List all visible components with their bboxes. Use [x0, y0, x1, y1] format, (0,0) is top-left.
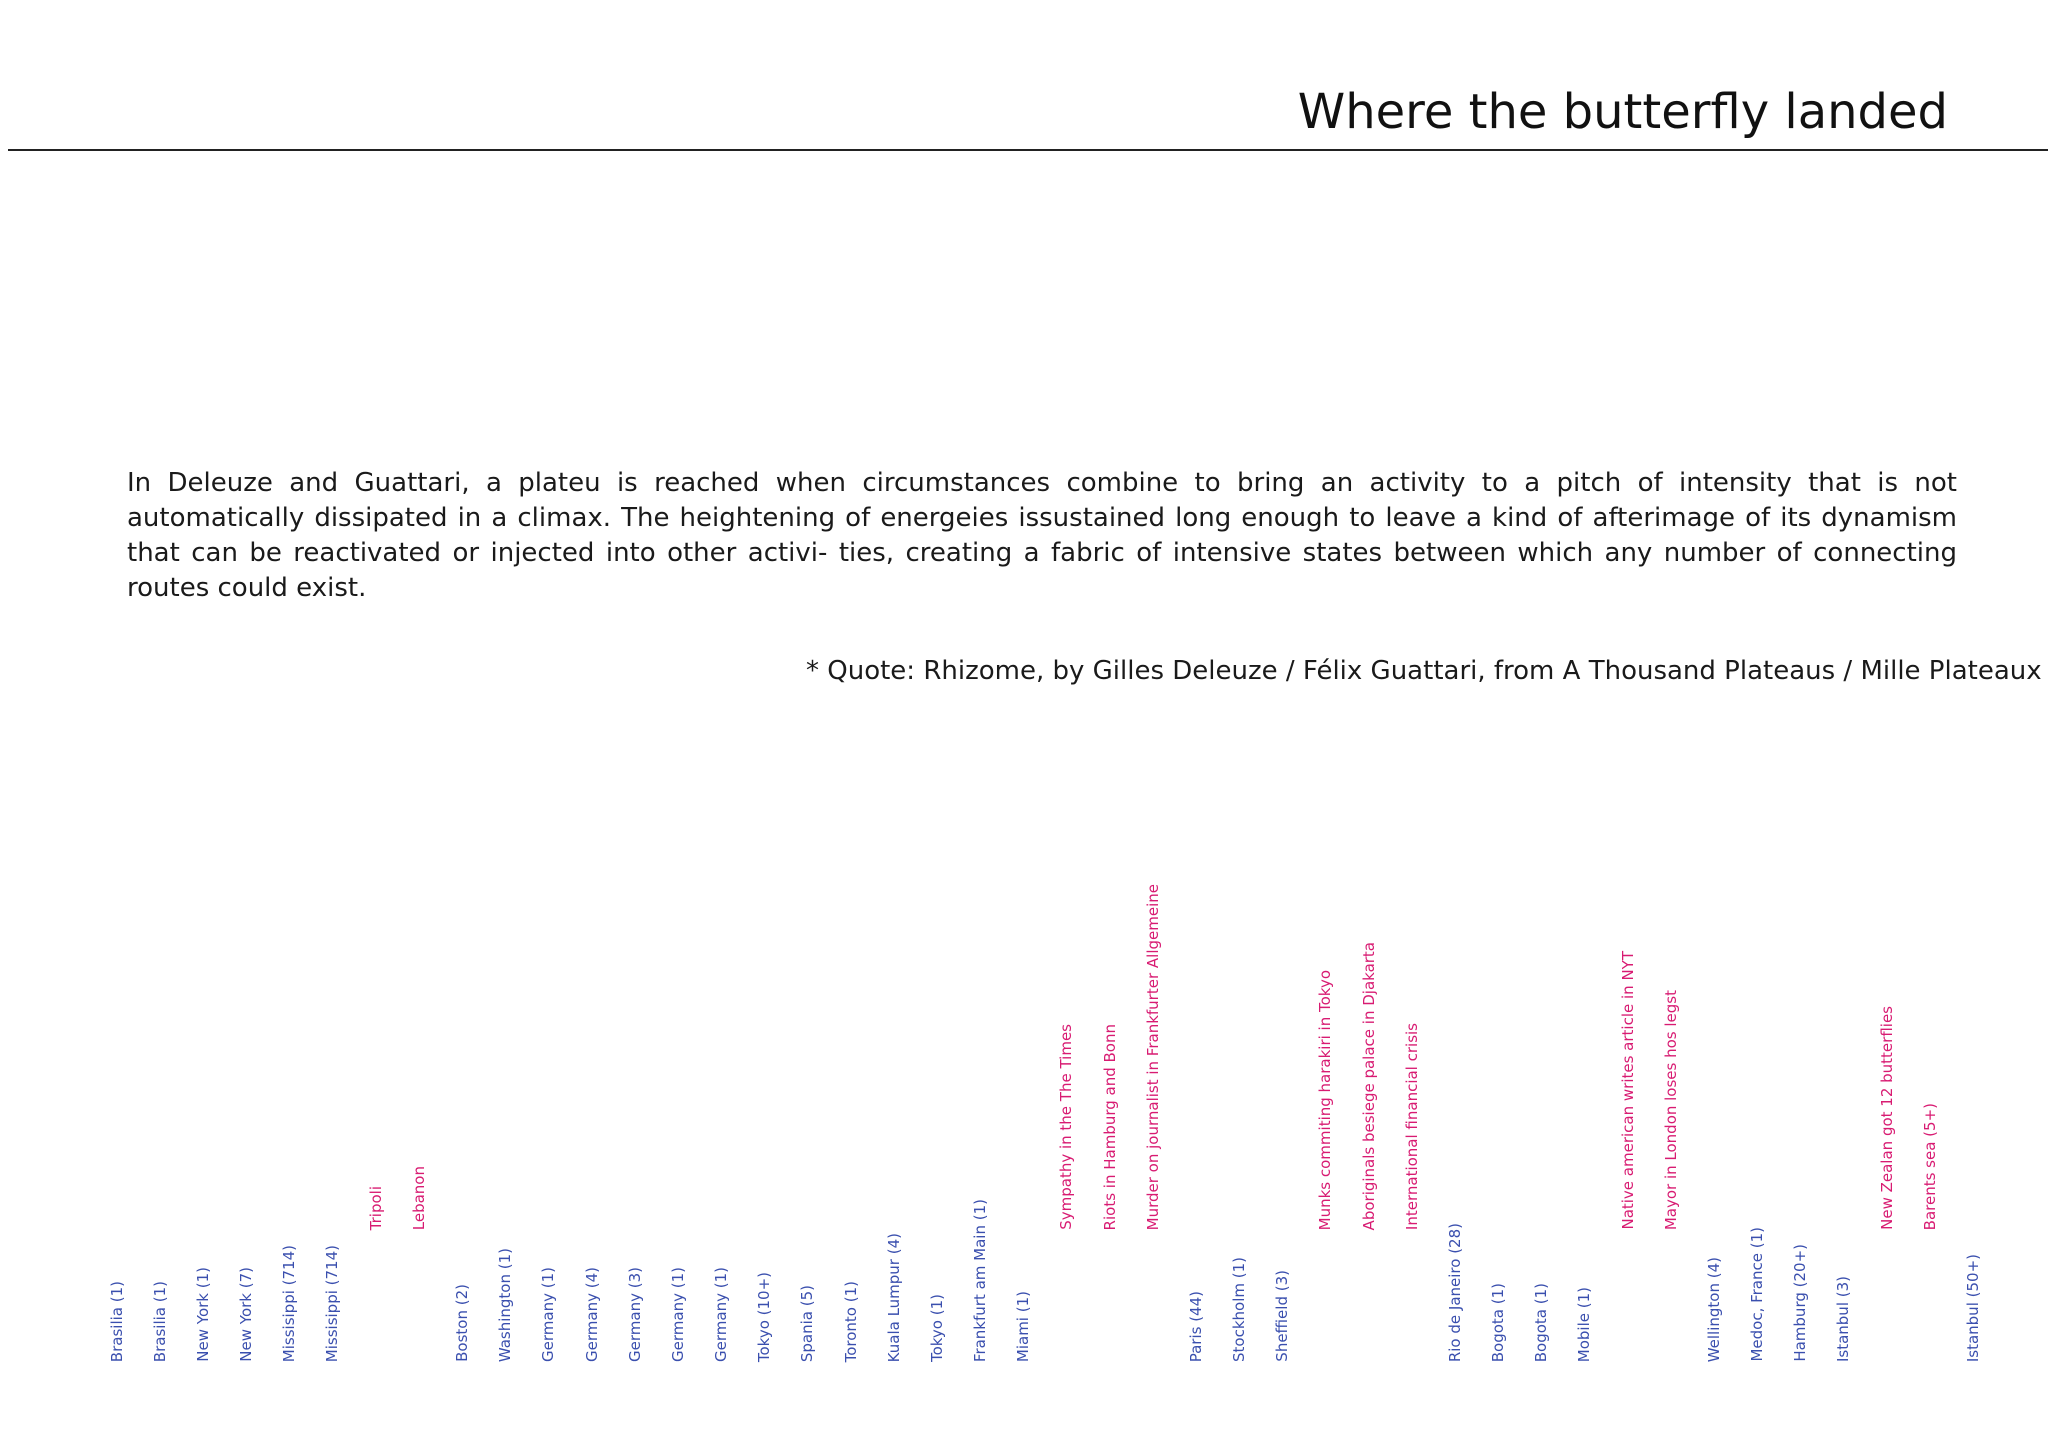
place-label: Mobile (1): [1575, 1286, 1593, 1362]
event-label: Lebanon: [410, 1165, 428, 1230]
place-label: Toronto (1): [842, 1280, 860, 1362]
place-label: New York (7): [237, 1267, 255, 1362]
place-label: Paris (44): [1187, 1290, 1205, 1362]
quote-paragraph: In Deleuze and Guattari, a plateu is reached when circumstances combine to bring an activity to a pitch of intensity that is not automatically dissipated in a climax. The heightening of energeies issustained long enough to leave a kind of afterimage of its dynamism that can be reactivated or injected into other activi- ties, creating a fabric of intensive states between which any number of connecting routes could exist.: [127, 468, 1957, 603]
place-label: Wellington (4): [1705, 1256, 1723, 1362]
place-label: Spania (5): [798, 1284, 816, 1362]
page-title: Where the butterfly landed: [1297, 84, 1948, 140]
quote-citation: * Quote: Rhizome, by Gilles Deleuze / Félix Guattari, from A Thousand Plateaus / Mille Plateaux: [806, 656, 2042, 686]
place-label: Brasilia (1): [151, 1280, 169, 1362]
event-label: Munks commiting harakiri in Tokyo: [1316, 969, 1334, 1230]
event-label: Murder on journalist in Frankfurter Allgemeine: [1144, 883, 1162, 1230]
place-label: New York (1): [194, 1267, 212, 1362]
place-label: Kuala Lumpur (4): [885, 1232, 903, 1362]
event-label: Aboriginals besiege palace in Djakarta: [1360, 941, 1378, 1230]
event-label: Riots in Hamburg and Bonn: [1101, 1023, 1119, 1230]
place-label: Bogota (1): [1532, 1282, 1550, 1362]
place-label: Germany (1): [712, 1267, 730, 1362]
event-label: Sympathy in the The Times: [1057, 1024, 1075, 1230]
place-label: Stockholm (1): [1230, 1257, 1248, 1362]
event-label: Mayor in London loses hos legst: [1662, 989, 1680, 1230]
event-label: New Zealan got 12 butterflies: [1878, 1006, 1896, 1230]
place-label: Istanbul (50+): [1964, 1253, 1982, 1362]
place-label: Rio de Janeiro (28): [1446, 1222, 1464, 1362]
place-label: Tokyo (1): [928, 1293, 946, 1362]
place-label: Hamburg (20+): [1791, 1244, 1809, 1362]
place-label: Medoc, France (1): [1748, 1227, 1766, 1362]
place-label: Frankfurt am Main (1): [971, 1198, 989, 1362]
place-label: Missisippi (714): [280, 1244, 298, 1362]
place-label: Germany (1): [539, 1267, 557, 1362]
event-label: International financial crisis: [1403, 1022, 1421, 1230]
place-label: Sheffield (3): [1273, 1270, 1291, 1362]
place-label: Germany (4): [583, 1267, 601, 1362]
place-label: Germany (3): [626, 1267, 644, 1362]
event-label: Tripoli: [367, 1185, 385, 1230]
place-label: Boston (2): [453, 1284, 471, 1362]
event-label: Native american writes article in NYT: [1619, 951, 1637, 1230]
place-label: Washington (1): [496, 1247, 514, 1362]
place-label: Bogota (1): [1489, 1282, 1507, 1362]
place-label: Miami (1): [1014, 1290, 1032, 1362]
place-label: Tokyo (10+): [755, 1271, 773, 1362]
place-label: Istanbul (3): [1834, 1275, 1852, 1362]
place-label: Germany (1): [669, 1267, 687, 1362]
place-label: Missisippi (714): [323, 1244, 341, 1362]
place-label: Brasilia (1): [108, 1280, 126, 1362]
event-label: Barents sea (5+): [1921, 1102, 1939, 1230]
